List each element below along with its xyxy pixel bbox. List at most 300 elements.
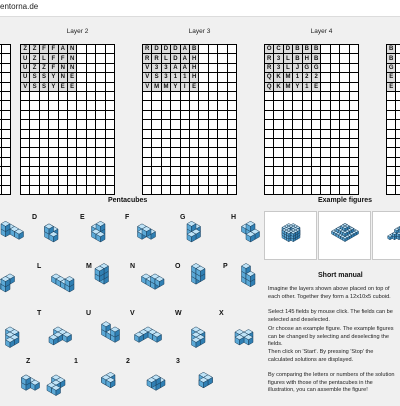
grid-cell[interactable] <box>181 186 190 195</box>
grid-cell[interactable] <box>40 139 49 148</box>
grid-cell[interactable] <box>40 111 49 120</box>
grid-cell[interactable] <box>303 111 312 120</box>
grid-cell[interactable] <box>143 111 152 120</box>
grid-cell[interactable]: S <box>152 73 161 82</box>
example-figure-3[interactable] <box>372 211 400 260</box>
grid-cell[interactable] <box>228 139 237 148</box>
grid-cell[interactable] <box>106 111 115 120</box>
grid-cell[interactable] <box>350 167 359 176</box>
grid-cell[interactable] <box>190 111 199 120</box>
grid-cell[interactable] <box>387 176 396 185</box>
grid-cell[interactable]: R <box>143 54 152 63</box>
grid-cell[interactable] <box>190 101 199 110</box>
grid-cell[interactable] <box>181 130 190 139</box>
grid-cell[interactable] <box>265 120 274 129</box>
grid-cell[interactable] <box>396 130 400 139</box>
grid-cell[interactable] <box>396 64 400 73</box>
grid-cell[interactable] <box>396 186 400 195</box>
grid-cell[interactable] <box>303 186 312 195</box>
grid-cell[interactable] <box>190 92 199 101</box>
grid-cell[interactable] <box>77 54 86 63</box>
grid-cell[interactable] <box>350 176 359 185</box>
grid-cell[interactable] <box>21 111 30 120</box>
grid-cell[interactable] <box>284 101 293 110</box>
grid-cell[interactable] <box>331 130 340 139</box>
grid-cell[interactable] <box>321 101 330 110</box>
grid-cell[interactable] <box>199 139 208 148</box>
grid-cell[interactable] <box>162 130 171 139</box>
grid-cell[interactable] <box>340 186 349 195</box>
grid-cell[interactable]: U <box>21 54 30 63</box>
grid-cell[interactable] <box>350 83 359 92</box>
grid-cell[interactable] <box>181 111 190 120</box>
grid-cell[interactable] <box>265 176 274 185</box>
grid-cell[interactable] <box>218 158 227 167</box>
grid-cell[interactable] <box>312 167 321 176</box>
grid-cell[interactable] <box>152 158 161 167</box>
grid-cell[interactable] <box>321 167 330 176</box>
grid-cell[interactable] <box>209 64 218 73</box>
grid-cell[interactable] <box>21 148 30 157</box>
grid-cell[interactable] <box>21 101 30 110</box>
grid-cell[interactable]: S <box>30 83 39 92</box>
grid-cell[interactable] <box>162 186 171 195</box>
grid-cell[interactable] <box>274 167 283 176</box>
grid-cell[interactable] <box>312 92 321 101</box>
grid-cell[interactable] <box>152 148 161 157</box>
grid-cell[interactable] <box>350 158 359 167</box>
grid-cell[interactable] <box>162 120 171 129</box>
grid-cell[interactable]: O <box>265 45 274 54</box>
grid-cell[interactable] <box>265 92 274 101</box>
grid-cell[interactable] <box>350 139 359 148</box>
grid-cell[interactable] <box>87 54 96 63</box>
grid-cell[interactable] <box>387 111 396 120</box>
grid-cell[interactable]: I <box>181 83 190 92</box>
grid-cell[interactable] <box>190 167 199 176</box>
grid-cell[interactable] <box>106 83 115 92</box>
grid-cell[interactable] <box>190 148 199 157</box>
grid-cell[interactable] <box>143 139 152 148</box>
grid-cell[interactable] <box>312 111 321 120</box>
grid-cell[interactable] <box>143 158 152 167</box>
grid-cell[interactable] <box>152 167 161 176</box>
grid-cell[interactable] <box>321 111 330 120</box>
grid-cell[interactable] <box>340 111 349 120</box>
grid-cell[interactable]: Z <box>40 64 49 73</box>
grid-cell[interactable]: S <box>40 83 49 92</box>
grid-cell[interactable] <box>284 130 293 139</box>
layer-grid-partial[interactable] <box>0 44 11 195</box>
grid-cell[interactable] <box>96 73 105 82</box>
grid-cell[interactable] <box>293 167 302 176</box>
grid-cell[interactable] <box>218 130 227 139</box>
grid-cell[interactable]: U <box>21 73 30 82</box>
grid-cell[interactable] <box>387 167 396 176</box>
grid-cell[interactable] <box>68 139 77 148</box>
grid-cell[interactable]: G <box>303 64 312 73</box>
grid-cell[interactable] <box>331 73 340 82</box>
grid-cell[interactable] <box>340 167 349 176</box>
grid-cell[interactable] <box>274 92 283 101</box>
grid-cell[interactable] <box>218 176 227 185</box>
grid-cell[interactable] <box>321 186 330 195</box>
grid-cell[interactable] <box>59 186 68 195</box>
grid-cell[interactable] <box>49 176 58 185</box>
grid-cell[interactable] <box>274 120 283 129</box>
grid-cell[interactable]: A <box>181 64 190 73</box>
grid-cell[interactable] <box>209 101 218 110</box>
grid-cell[interactable] <box>340 158 349 167</box>
grid-cell[interactable] <box>209 186 218 195</box>
grid-cell[interactable] <box>340 54 349 63</box>
grid-cell[interactable] <box>209 120 218 129</box>
grid-cell[interactable] <box>87 139 96 148</box>
grid-cell[interactable] <box>68 92 77 101</box>
grid-cell[interactable] <box>30 120 39 129</box>
grid-cell[interactable] <box>21 120 30 129</box>
grid-cell[interactable]: N <box>59 73 68 82</box>
grid-cell[interactable] <box>96 148 105 157</box>
grid-cell[interactable] <box>21 158 30 167</box>
grid-cell[interactable] <box>2 54 11 63</box>
grid-cell[interactable] <box>331 45 340 54</box>
grid-cell[interactable]: 2 <box>303 73 312 82</box>
grid-cell[interactable] <box>350 54 359 63</box>
grid-cell[interactable] <box>21 186 30 195</box>
grid-cell[interactable]: R <box>152 54 161 63</box>
grid-cell[interactable] <box>68 158 77 167</box>
grid-cell[interactable] <box>96 83 105 92</box>
grid-cell[interactable] <box>350 64 359 73</box>
grid-cell[interactable] <box>30 101 39 110</box>
grid-cell[interactable] <box>87 186 96 195</box>
grid-cell[interactable] <box>59 130 68 139</box>
grid-cell[interactable]: A <box>181 45 190 54</box>
grid-cell[interactable] <box>30 92 39 101</box>
grid-cell[interactable] <box>162 176 171 185</box>
grid-cell[interactable] <box>321 130 330 139</box>
grid-cell[interactable] <box>96 54 105 63</box>
grid-cell[interactable] <box>228 45 237 54</box>
grid-cell[interactable]: K <box>274 83 283 92</box>
grid-cell[interactable]: E <box>387 73 396 82</box>
grid-cell[interactable] <box>209 167 218 176</box>
grid-cell[interactable] <box>218 111 227 120</box>
grid-cell[interactable] <box>181 139 190 148</box>
grid-cell[interactable] <box>96 176 105 185</box>
grid-cell[interactable] <box>199 111 208 120</box>
grid-cell[interactable] <box>340 139 349 148</box>
grid-cell[interactable] <box>303 130 312 139</box>
grid-cell[interactable] <box>2 111 11 120</box>
grid-cell[interactable] <box>40 120 49 129</box>
grid-cell[interactable] <box>49 130 58 139</box>
grid-cell[interactable] <box>218 54 227 63</box>
grid-cell[interactable] <box>321 139 330 148</box>
grid-cell[interactable] <box>265 111 274 120</box>
grid-cell[interactable] <box>274 176 283 185</box>
grid-cell[interactable]: S <box>40 73 49 82</box>
grid-cell[interactable]: L <box>284 54 293 63</box>
grid-cell[interactable] <box>162 101 171 110</box>
grid-cell[interactable]: M <box>284 83 293 92</box>
grid-cell[interactable] <box>209 111 218 120</box>
grid-cell[interactable]: Y <box>293 83 302 92</box>
grid-cell[interactable] <box>396 73 400 82</box>
grid-cell[interactable] <box>209 54 218 63</box>
grid-cell[interactable] <box>171 111 180 120</box>
grid-cell[interactable] <box>40 158 49 167</box>
grid-cell[interactable]: H <box>190 64 199 73</box>
grid-cell[interactable]: E <box>387 83 396 92</box>
grid-cell[interactable] <box>152 101 161 110</box>
grid-cell[interactable] <box>209 158 218 167</box>
grid-cell[interactable] <box>2 92 11 101</box>
grid-cell[interactable] <box>96 167 105 176</box>
grid-cell[interactable]: 3 <box>152 64 161 73</box>
grid-cell[interactable] <box>350 120 359 129</box>
grid-cell[interactable] <box>396 92 400 101</box>
grid-cell[interactable] <box>331 139 340 148</box>
grid-cell[interactable] <box>59 111 68 120</box>
grid-cell[interactable] <box>228 83 237 92</box>
grid-cell[interactable]: V <box>21 83 30 92</box>
grid-cell[interactable] <box>293 186 302 195</box>
grid-cell[interactable] <box>340 45 349 54</box>
grid-cell[interactable] <box>2 176 11 185</box>
grid-cell[interactable] <box>199 158 208 167</box>
grid-cell[interactable] <box>209 92 218 101</box>
grid-cell[interactable]: 2 <box>312 73 321 82</box>
grid-cell[interactable] <box>199 167 208 176</box>
grid-cell[interactable] <box>49 148 58 157</box>
grid-cell[interactable] <box>331 92 340 101</box>
grid-cell[interactable]: M <box>152 83 161 92</box>
grid-cell[interactable] <box>265 167 274 176</box>
grid-cell[interactable] <box>331 101 340 110</box>
grid-cell[interactable] <box>59 158 68 167</box>
grid-cell[interactable] <box>87 83 96 92</box>
grid-cell[interactable] <box>228 167 237 176</box>
grid-cell[interactable]: Y <box>49 83 58 92</box>
grid-cell[interactable]: 3 <box>162 64 171 73</box>
grid-cell[interactable] <box>312 186 321 195</box>
grid-cell[interactable] <box>106 139 115 148</box>
grid-cell[interactable] <box>350 92 359 101</box>
grid-cell[interactable]: R <box>265 54 274 63</box>
grid-cell[interactable] <box>87 167 96 176</box>
grid-cell[interactable] <box>143 92 152 101</box>
grid-cell[interactable] <box>143 101 152 110</box>
grid-cell[interactable] <box>228 120 237 129</box>
grid-cell[interactable] <box>321 176 330 185</box>
grid-cell[interactable] <box>87 120 96 129</box>
grid-cell[interactable] <box>312 120 321 129</box>
example-figure-1[interactable] <box>264 211 317 260</box>
grid-cell[interactable] <box>228 186 237 195</box>
grid-cell[interactable] <box>293 111 302 120</box>
grid-cell[interactable] <box>77 130 86 139</box>
grid-cell[interactable] <box>21 167 30 176</box>
grid-cell[interactable] <box>40 148 49 157</box>
grid-cell[interactable] <box>396 54 400 63</box>
grid-cell[interactable] <box>106 54 115 63</box>
grid-cell[interactable] <box>77 101 86 110</box>
grid-cell[interactable] <box>303 139 312 148</box>
grid-cell[interactable] <box>59 139 68 148</box>
grid-cell[interactable] <box>96 130 105 139</box>
grid-cell[interactable] <box>350 148 359 157</box>
grid-cell[interactable] <box>96 139 105 148</box>
grid-cell[interactable] <box>30 186 39 195</box>
grid-cell[interactable] <box>143 148 152 157</box>
grid-cell[interactable] <box>228 64 237 73</box>
grid-cell[interactable] <box>303 167 312 176</box>
grid-cell[interactable] <box>293 120 302 129</box>
grid-cell[interactable] <box>312 130 321 139</box>
grid-cell[interactable] <box>2 186 11 195</box>
grid-cell[interactable] <box>87 92 96 101</box>
grid-cell[interactable] <box>190 139 199 148</box>
grid-cell[interactable] <box>162 111 171 120</box>
grid-cell[interactable] <box>190 176 199 185</box>
grid-cell[interactable]: A <box>171 64 180 73</box>
grid-cell[interactable] <box>21 92 30 101</box>
grid-cell[interactable]: S <box>30 73 39 82</box>
grid-cell[interactable]: R <box>265 64 274 73</box>
grid-cell[interactable] <box>106 73 115 82</box>
grid-cell[interactable] <box>284 176 293 185</box>
grid-cell[interactable] <box>77 73 86 82</box>
grid-cell[interactable] <box>321 158 330 167</box>
grid-cell[interactable] <box>274 101 283 110</box>
grid-cell[interactable] <box>68 101 77 110</box>
grid-cell[interactable] <box>218 148 227 157</box>
grid-cell[interactable]: F <box>49 64 58 73</box>
grid-cell[interactable] <box>331 176 340 185</box>
grid-cell[interactable] <box>293 158 302 167</box>
grid-cell[interactable] <box>2 45 11 54</box>
grid-cell[interactable] <box>106 45 115 54</box>
grid-cell[interactable] <box>40 130 49 139</box>
grid-cell[interactable] <box>387 101 396 110</box>
grid-cell[interactable] <box>2 64 11 73</box>
grid-cell[interactable] <box>30 176 39 185</box>
grid-cell[interactable] <box>190 120 199 129</box>
grid-cell[interactable] <box>106 120 115 129</box>
grid-cell[interactable]: N <box>68 64 77 73</box>
grid-cell[interactable]: Z <box>21 45 30 54</box>
grid-cell[interactable] <box>387 158 396 167</box>
grid-cell[interactable] <box>293 92 302 101</box>
grid-cell[interactable] <box>77 158 86 167</box>
grid-cell[interactable] <box>77 186 86 195</box>
layer-3-grid[interactable] <box>142 44 237 195</box>
grid-cell[interactable] <box>30 158 39 167</box>
grid-cell[interactable] <box>143 130 152 139</box>
grid-cell[interactable] <box>218 101 227 110</box>
grid-cell[interactable] <box>209 45 218 54</box>
grid-cell[interactable] <box>87 111 96 120</box>
grid-cell[interactable] <box>171 130 180 139</box>
grid-cell[interactable] <box>218 120 227 129</box>
grid-cell[interactable] <box>340 130 349 139</box>
grid-cell[interactable] <box>30 167 39 176</box>
grid-cell[interactable] <box>49 167 58 176</box>
grid-cell[interactable] <box>293 176 302 185</box>
grid-cell[interactable] <box>171 186 180 195</box>
grid-cell[interactable] <box>331 83 340 92</box>
grid-cell[interactable] <box>171 158 180 167</box>
grid-cell[interactable] <box>228 158 237 167</box>
grid-cell[interactable] <box>218 64 227 73</box>
grid-cell[interactable] <box>162 148 171 157</box>
grid-cell[interactable]: Z <box>30 45 39 54</box>
grid-cell[interactable] <box>331 148 340 157</box>
grid-cell[interactable] <box>106 92 115 101</box>
grid-cell[interactable] <box>199 186 208 195</box>
grid-cell[interactable]: K <box>274 73 283 82</box>
grid-cell[interactable]: D <box>284 45 293 54</box>
grid-cell[interactable]: V <box>143 64 152 73</box>
grid-cell[interactable] <box>396 45 400 54</box>
grid-cell[interactable] <box>312 148 321 157</box>
grid-cell[interactable] <box>77 111 86 120</box>
grid-cell[interactable] <box>218 139 227 148</box>
grid-cell[interactable] <box>387 130 396 139</box>
grid-cell[interactable] <box>209 73 218 82</box>
grid-cell[interactable] <box>152 92 161 101</box>
grid-cell[interactable]: 1 <box>303 83 312 92</box>
grid-cell[interactable]: B <box>303 45 312 54</box>
grid-cell[interactable] <box>2 130 11 139</box>
grid-cell[interactable] <box>68 176 77 185</box>
grid-cell[interactable]: E <box>59 83 68 92</box>
grid-cell[interactable]: E <box>312 83 321 92</box>
grid-cell[interactable] <box>312 176 321 185</box>
grid-cell[interactable]: M <box>284 73 293 82</box>
grid-cell[interactable] <box>171 167 180 176</box>
grid-cell[interactable] <box>218 92 227 101</box>
grid-cell[interactable]: R <box>143 45 152 54</box>
grid-cell[interactable] <box>274 148 283 157</box>
grid-cell[interactable] <box>265 139 274 148</box>
grid-cell[interactable] <box>77 45 86 54</box>
grid-cell[interactable] <box>152 130 161 139</box>
grid-cell[interactable]: D <box>171 45 180 54</box>
grid-cell[interactable] <box>143 167 152 176</box>
grid-cell[interactable] <box>162 167 171 176</box>
grid-cell[interactable] <box>77 148 86 157</box>
grid-cell[interactable] <box>181 148 190 157</box>
grid-cell[interactable] <box>350 101 359 110</box>
grid-cell[interactable] <box>2 167 11 176</box>
grid-cell[interactable] <box>49 139 58 148</box>
grid-cell[interactable]: D <box>162 45 171 54</box>
grid-cell[interactable] <box>284 111 293 120</box>
grid-cell[interactable]: N <box>68 54 77 63</box>
grid-cell[interactable] <box>21 176 30 185</box>
example-figure-2[interactable] <box>318 211 371 260</box>
grid-cell[interactable] <box>387 139 396 148</box>
grid-cell[interactable] <box>228 92 237 101</box>
grid-cell[interactable] <box>340 92 349 101</box>
grid-cell[interactable] <box>321 83 330 92</box>
grid-cell[interactable] <box>321 120 330 129</box>
grid-cell[interactable] <box>321 148 330 157</box>
grid-cell[interactable] <box>331 120 340 129</box>
